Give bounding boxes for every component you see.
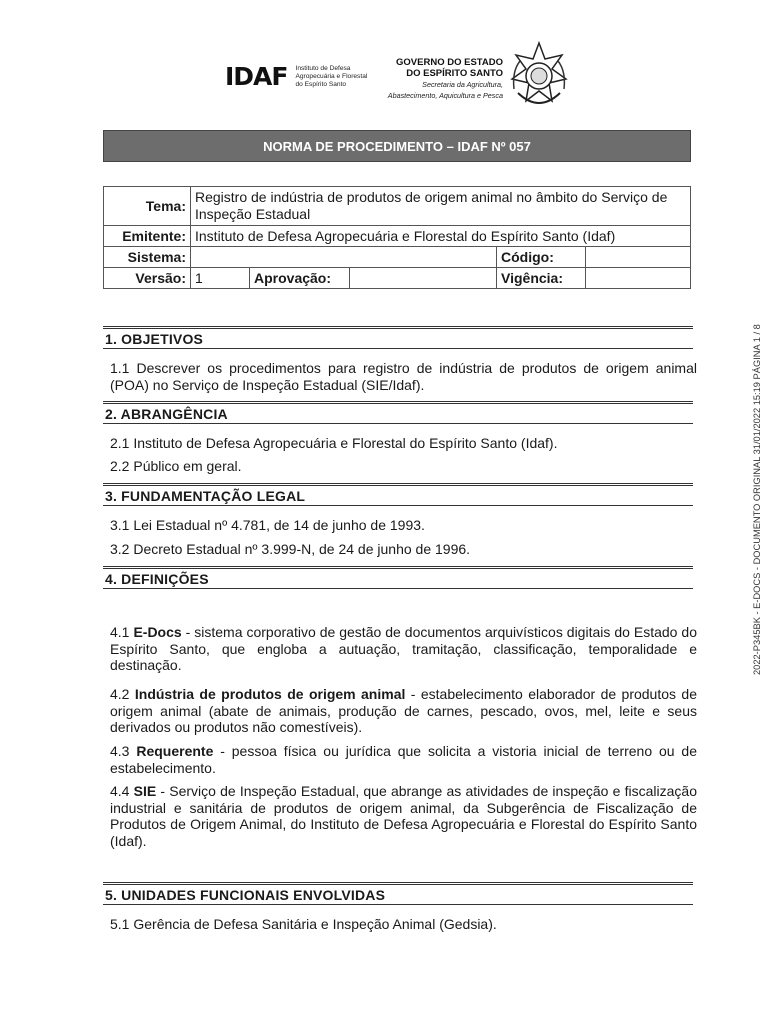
idaf-logo-mark: IDAF (225, 62, 288, 91)
codigo-value (586, 247, 691, 268)
definition-item (110, 686, 697, 736)
vigencia-label: Vigência: (497, 268, 586, 289)
aprovacao-label: Aprovação: (250, 268, 350, 288)
section-heading-abrangencia: 2. ABRANGÊNCIA (103, 401, 693, 424)
section-heading-fundamentacao: 3. FUNDAMENTAÇÃO LEGAL (103, 483, 693, 506)
idaf-logo-line: Agropecuária e Florestal (295, 72, 368, 80)
gov-line: GOVERNO DO ESTADO (396, 57, 503, 68)
sistema-label: Sistema: (104, 247, 191, 268)
aprovacao-cell (250, 268, 497, 289)
tema-label: Tema: (104, 187, 191, 226)
idaf-logo-text (295, 65, 367, 89)
definition-number: 4.4 (110, 783, 134, 799)
fundamentacao-item: 3.2 Decreto Estadual nº 3.999-N, de 24 de junho de 1996. (110, 541, 471, 557)
definition-item (110, 783, 697, 849)
document-info-table (103, 186, 691, 289)
definition-text: - pessoa física ou jurídica que solicita a vistoria inicial de terreno ou de estabelecimento. (110, 743, 697, 776)
emitente-value: Instituto de Defesa Agropecuária e Florestal do Espírito Santo (Idaf) (191, 226, 691, 247)
objetivo-paragraph: 1.1 Descrever os procedimentos para registro de indústria de produtos de origem animal (POA) no Serviço de Inspeção Estadual (SIE/Idaf). (110, 360, 697, 393)
definition-number: 4.2 (110, 686, 135, 702)
government-logo-text (378, 57, 503, 100)
section-heading-definicoes: 4. DEFINIÇÕES (103, 566, 693, 589)
definition-item (110, 743, 697, 776)
idaf-logo-line: do Espírito Santo (295, 80, 347, 88)
abrangencia-item: 2.1 Instituto de Defesa Agropecuária e Florestal do Espírito Santo (Idaf). (110, 435, 558, 451)
emitente-label: Emitente: (104, 226, 191, 247)
idaf-logo (225, 62, 367, 91)
section-heading-unidades: 5. UNIDADES FUNCIONAIS ENVOLVIDAS (103, 882, 693, 905)
fundamentacao-item: 3.1 Lei Estadual nº 4.781, de 14 de junho de 1993. (110, 517, 425, 533)
definition-term: SIE (133, 783, 157, 799)
versao-label: Versão: (104, 268, 191, 289)
definition-term: E-Docs (133, 624, 182, 640)
definition-term: Requerente (136, 743, 214, 759)
definition-text: - Serviço de Inspeção Estadual, que abrange as atividades de inspeção e fiscalização industrial e sanitária de produtos de origem animal, da Subgerência de Fiscalização de Produtos de Origem Animal, do Instituto de Defesa Agropecuária e Florestal do Espírito Santo (Idaf). (110, 783, 697, 849)
vigencia-value (586, 268, 691, 289)
unidade-item: 5.1 Gerência de Defesa Sanitária e Inspeção Animal (Gedsia). (110, 916, 497, 932)
tema-value: Registro de indústria de produtos de origem animal no âmbito do Serviço de Inspeção Estadual (191, 187, 691, 226)
document-title: NORMA DE PROCEDIMENTO – IDAF Nº 057 (103, 130, 691, 162)
definition-text: - estabelecimento elaborador de produtos de origem animal (abate de animais, produção de carnes, pescado, ovos, mel, leite e seus derivados ou produtos não comestíveis). (110, 686, 697, 735)
secretaria-line: Secretaria da Agricultura, (422, 80, 503, 89)
section-heading-objetivos: 1. OBJETIVOS (103, 326, 693, 349)
versao-value: 1 (191, 268, 250, 289)
sistema-value (191, 247, 497, 268)
abrangencia-item: 2.2 Público em geral. (110, 458, 242, 474)
secretaria-line: Abastecimento, Aquicultura e Pesca (387, 90, 503, 100)
definition-term: Indústria de produtos de origem animal (134, 686, 406, 702)
definition-number: 4.1 (110, 624, 134, 640)
idaf-logo-line: Instituto de Defesa (295, 64, 351, 72)
definition-item (110, 624, 697, 674)
codigo-label: Código: (497, 247, 586, 268)
gov-line: DO ESPÍRITO SANTO (406, 68, 503, 79)
edocs-side-stamp: 2022-P345BK - E-DOCS - DOCUMENTO ORIGINAL 31/01/2022 15:19 PÁGINA 1 / 8 (752, 324, 762, 675)
definition-number: 4.3 (110, 743, 137, 759)
definition-text: - sistema corporativo de gestão de documentos arquivísticos digitais do Estado do Espírito Santo, que engloba a autuação, tramitação, classificação, temporalidade e destinação. (110, 624, 697, 673)
state-coat-of-arms-icon (508, 41, 570, 113)
